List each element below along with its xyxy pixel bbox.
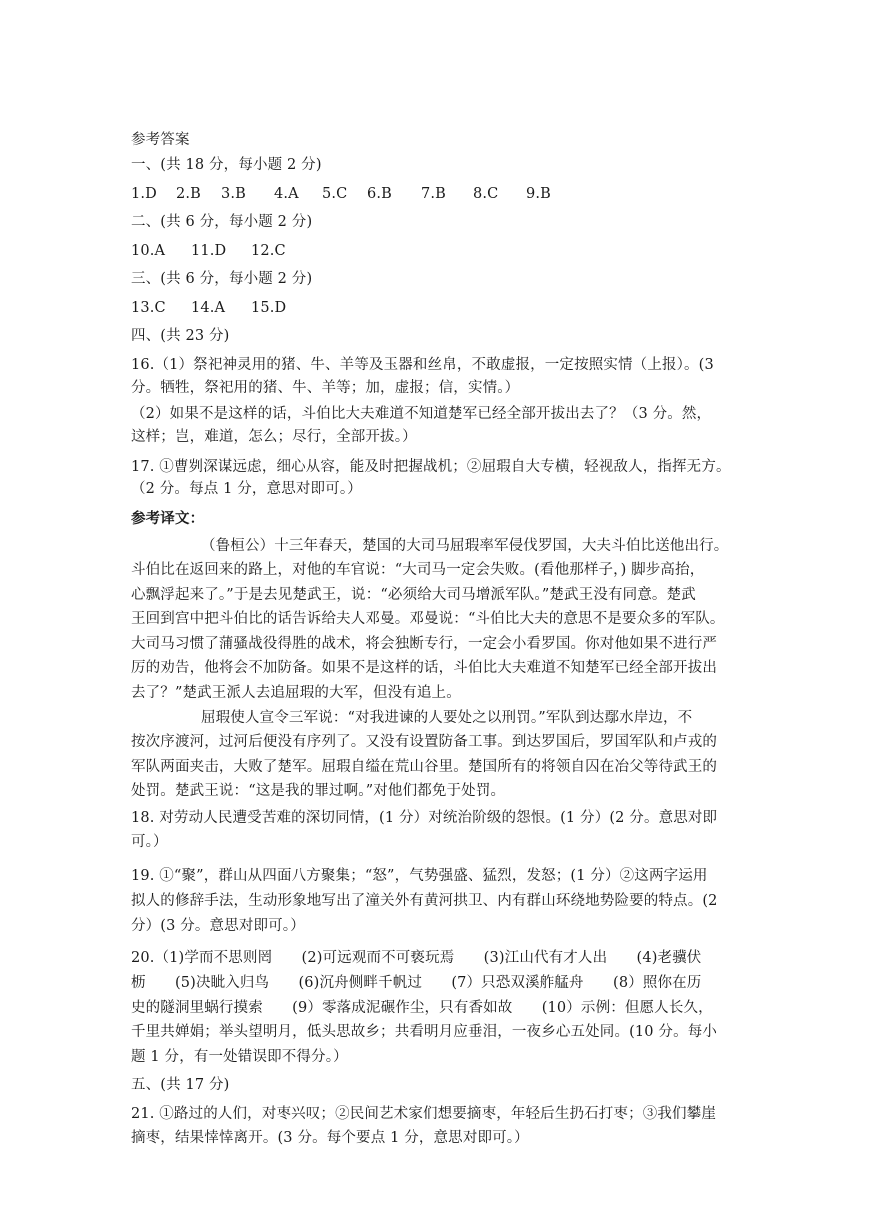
translation-line: 屈瑕使人宣令三军说：“对我进谏的人要处之以刑罚。”军队到达鄢水岸边，不 bbox=[201, 710, 693, 726]
q20-line: 题 1 分，有一处错误即不得分。） bbox=[131, 1049, 348, 1065]
q16-line: 这样；岂，难道，怎么；尽行，全部开拔。） bbox=[131, 429, 417, 445]
translation-title: 参考译文： bbox=[131, 510, 205, 527]
translation-line: 处罚。楚武王说：“这是我的罪过啊。”对他们都免于处罚。 bbox=[131, 783, 506, 799]
q20-line: 千里共婵娟；举头望明月，低头思故乡；共看明月应垂泪，一夜乡心五处同。(10 分。每小 bbox=[131, 1024, 718, 1040]
section-3-heading: 三、(共 6 分，每小题 2 分) bbox=[131, 271, 313, 287]
answer-item: 1.D bbox=[131, 186, 157, 202]
q16-line: （2）如果不是这样的话，斗伯比大夫难道不知道楚军已经全部开拔出去了？（3 分。然， bbox=[131, 406, 712, 422]
q20-line: 20.（1)学而不思则罔 (2)可远观而不可亵玩焉 (3)江山代有才人出 (4)老骥伏 bbox=[131, 950, 702, 966]
section-1-heading: 一、(共 18 分，每小题 2 分) bbox=[131, 157, 322, 173]
q16-line: 16.（1）祭祀神灵用的猪、牛、羊等及玉器和丝帛，不敢虚报，一定按照实情（上报）。(3 bbox=[131, 357, 714, 373]
answer-item: 12.C bbox=[251, 243, 286, 259]
answer-item: 10.A bbox=[131, 243, 166, 259]
q20-line: 史的隧洞里蜗行摸索 (9）零落成泥碾作尘，只有香如故 (10）示例：但愿人长久， bbox=[131, 1000, 713, 1016]
q21-line: 21. ①路过的人们，对枣兴叹；②民间艺术家们想要摘枣，年轻后生扔石打枣；③我们攀崖 bbox=[131, 1106, 716, 1122]
answer-item: 2.B bbox=[176, 186, 201, 202]
section-2-heading: 二、(共 6 分，每小题 2 分) bbox=[131, 214, 313, 230]
section-3-answers bbox=[131, 298, 286, 318]
translation-line: 厉的劝告，他将会不加防备。如果不是这样的话，斗伯比大夫难道不知楚军已经全部开拔出 bbox=[131, 660, 717, 676]
answer-item: 15.D bbox=[251, 300, 287, 316]
translation-line: 军队两面夹击，大败了楚军。屈瑕自缢在荒山谷里。楚国所有的将领自囚在冶父等待武王的 bbox=[131, 759, 717, 775]
answer-item: 11.D bbox=[191, 243, 227, 259]
translation-line: 大司马习惯了蒲骚战役得胜的战术，将会独断专行，一定会小看罗国。你对他如果不进行严 bbox=[131, 636, 717, 652]
answer-item: 8.C bbox=[473, 186, 499, 202]
q16-line: 分。牺牲，祭祀用的猪、牛、羊等；加，虚报；信，实情。） bbox=[131, 380, 520, 396]
answer-item: 5.C bbox=[322, 186, 348, 202]
answer-item: 7.B bbox=[421, 186, 446, 202]
q17-line: 17. ①曹刿深谋远虑，细心从容，能及时把握战机；②屈瑕自大专横，轻视敌人，指挥无方。 bbox=[131, 459, 731, 475]
answer-item: 3.B bbox=[221, 186, 246, 202]
answer-key-title: 参考答案 bbox=[131, 132, 190, 148]
translation-line: 按次序渡河，过河后便没有序列了。又没有设置防备工事。到达罗国后，罗国军队和卢戎的 bbox=[131, 734, 717, 750]
answer-item: 6.B bbox=[367, 186, 392, 202]
section-5-heading: 五、(共 17 分) bbox=[131, 1077, 230, 1093]
q20-line: 枥 (5)决眦入归鸟 (6)沉舟侧畔千帆过 (7）只恐双溪舴艋舟 (8）照你在历 bbox=[131, 975, 702, 991]
translation-line: 王回到宫中把斗伯比的话告诉给夫人邓曼。邓曼说：“斗伯比大夫的意思不是要众多的军队。 bbox=[131, 611, 725, 627]
translation-line: 去了？”楚武王派人去追屈瑕的大军，但没有追上。 bbox=[131, 685, 461, 701]
section-4-heading: 四、(共 23 分) bbox=[131, 328, 230, 344]
answer-item: 4.A bbox=[274, 186, 299, 202]
answer-item: 14.A bbox=[191, 300, 226, 316]
q19-line: 拟人的修辞手法，生动形象地写出了潼关外有黄河拱卫、内有群山环绕地势险要的特点。(2 bbox=[131, 893, 718, 909]
q19-line: 19. ①“聚”，群山从四面八方聚集；“怒”，气势强盛、猛烈，发怒；(1 分）②这两字运用 bbox=[131, 868, 708, 884]
answer-item: 13.C bbox=[131, 300, 166, 316]
translation-line: 心飘浮起来了。”于是去见楚武王，说：“必须给大司马增派军队。”楚武王没有同意。楚武 bbox=[131, 587, 696, 603]
q17-line: （2 分。每点 1 分，意思对即可。） bbox=[131, 481, 362, 497]
section-1-answers bbox=[131, 184, 551, 204]
section-2-answers bbox=[131, 241, 286, 261]
answer-item: 9.B bbox=[526, 186, 551, 202]
q19-line: 分）(3 分。意思对即可。） bbox=[131, 918, 305, 934]
translation-line: （鲁桓公）十三年春天，楚国的大司马屈瑕率军侵伐罗国，大夫斗伯比送他出行。 bbox=[201, 538, 729, 554]
q18-line: 18. 对劳动人民遭受苦难的深切同情，(1 分）对统治阶级的怨恨。(1 分）(2 分。意思对即 bbox=[131, 810, 718, 826]
q21-line: 摘枣，结果悻悻离开。(3 分。每个要点 1 分，意思对即可。） bbox=[131, 1130, 529, 1146]
translation-line: 斗伯比在返回来的路上，对他的车官说：“大司马一定会失败。(看他那样子，) 脚步高抬， bbox=[131, 562, 705, 578]
q18-line: 可。） bbox=[131, 834, 168, 850]
